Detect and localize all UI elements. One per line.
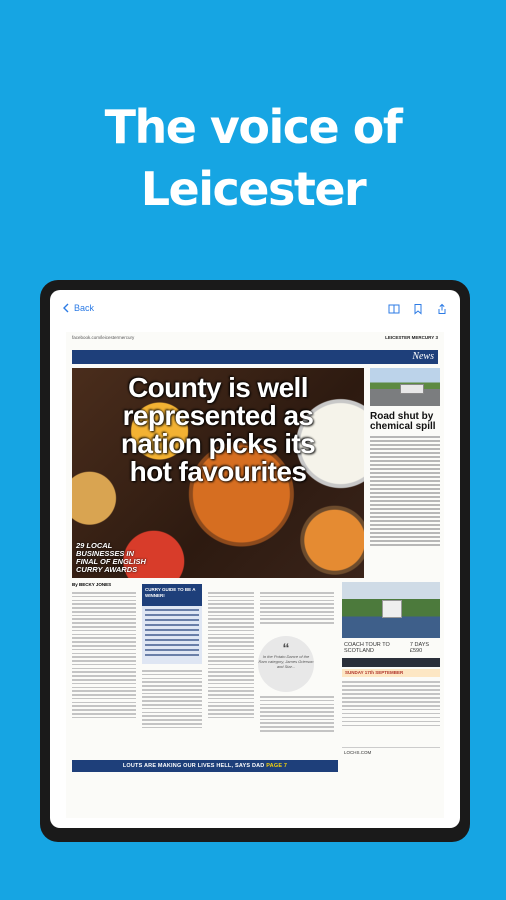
bookmark-icon[interactable] [412,302,424,314]
newspaper-page[interactable] [66,332,444,818]
ad-band [342,658,440,667]
text-column-4 [260,592,334,634]
masthead-left: facebook.com/leicestermercury [72,334,135,340]
curry-guide-box: CURRY GUIDE TO BE A WINNER! [142,584,202,606]
side-story-photo [370,368,440,406]
side-story [370,368,440,578]
toolbar-actions [388,302,448,314]
section-tag: News [412,351,434,362]
back-button[interactable] [62,303,94,313]
page-layout-icon[interactable] [388,302,400,314]
bottom-banner[interactable] [72,760,338,772]
curry-guide-list [142,606,202,664]
ad-photo [342,582,440,638]
masthead-right: LEICESTER MERCURY [385,334,435,340]
lead-badge: 29 LOCAL BUSINESSES IN FINAL OF ENGLISH CURRY AWARDS [76,541,146,574]
tablet-device-frame [40,280,470,842]
side-story-text [370,436,440,546]
promo-headline-line2: Leicester [140,162,366,216]
ad-date: SUNDAY 17th SEPTEMBER [342,669,440,677]
section-bar [72,350,438,364]
reader-toolbar [50,290,460,326]
text-column-1 [72,592,136,742]
page-masthead [66,332,444,342]
text-column-5 [260,696,334,742]
promo-headline-line1: The voice of [104,100,402,154]
pull-quote-text: In the Potato Dance of the Ram category, James Grierson and Star... [258,654,314,669]
side-headline: Road shut by chemical spill [370,411,436,432]
ad-tour-row [342,642,440,654]
coach-tour-ad[interactable] [342,582,440,757]
pull-quote [258,636,314,692]
promo-headline [0,96,506,220]
quote-mark-icon: “ [282,640,290,656]
ad-footer: LOCHS.COM [342,747,440,757]
text-column-2 [142,670,202,742]
lead-story-body [72,582,338,752]
ad-tour-price: 7 DAYS £590 [409,642,430,654]
byline: By BECKY JONES [72,582,112,587]
back-chevron-icon [62,303,70,313]
lead-story-photo [72,368,364,578]
page-number: 3 [435,334,438,340]
share-icon[interactable] [436,302,448,314]
bottom-banner-text: LOUTS ARE MAKING OUR LIVES HELL, SAYS DAD [122,763,265,769]
lead-headline: County is well represented as nation picks its hot favourites [120,372,316,487]
tablet-screen [50,290,460,828]
back-label: Back [74,303,95,313]
ad-tour-title: COACH TOUR TO SCOTLAND [344,642,390,654]
text-column-3 [208,592,254,742]
bottom-banner-link[interactable]: PAGE 7 [266,763,288,769]
ad-text [342,681,440,726]
